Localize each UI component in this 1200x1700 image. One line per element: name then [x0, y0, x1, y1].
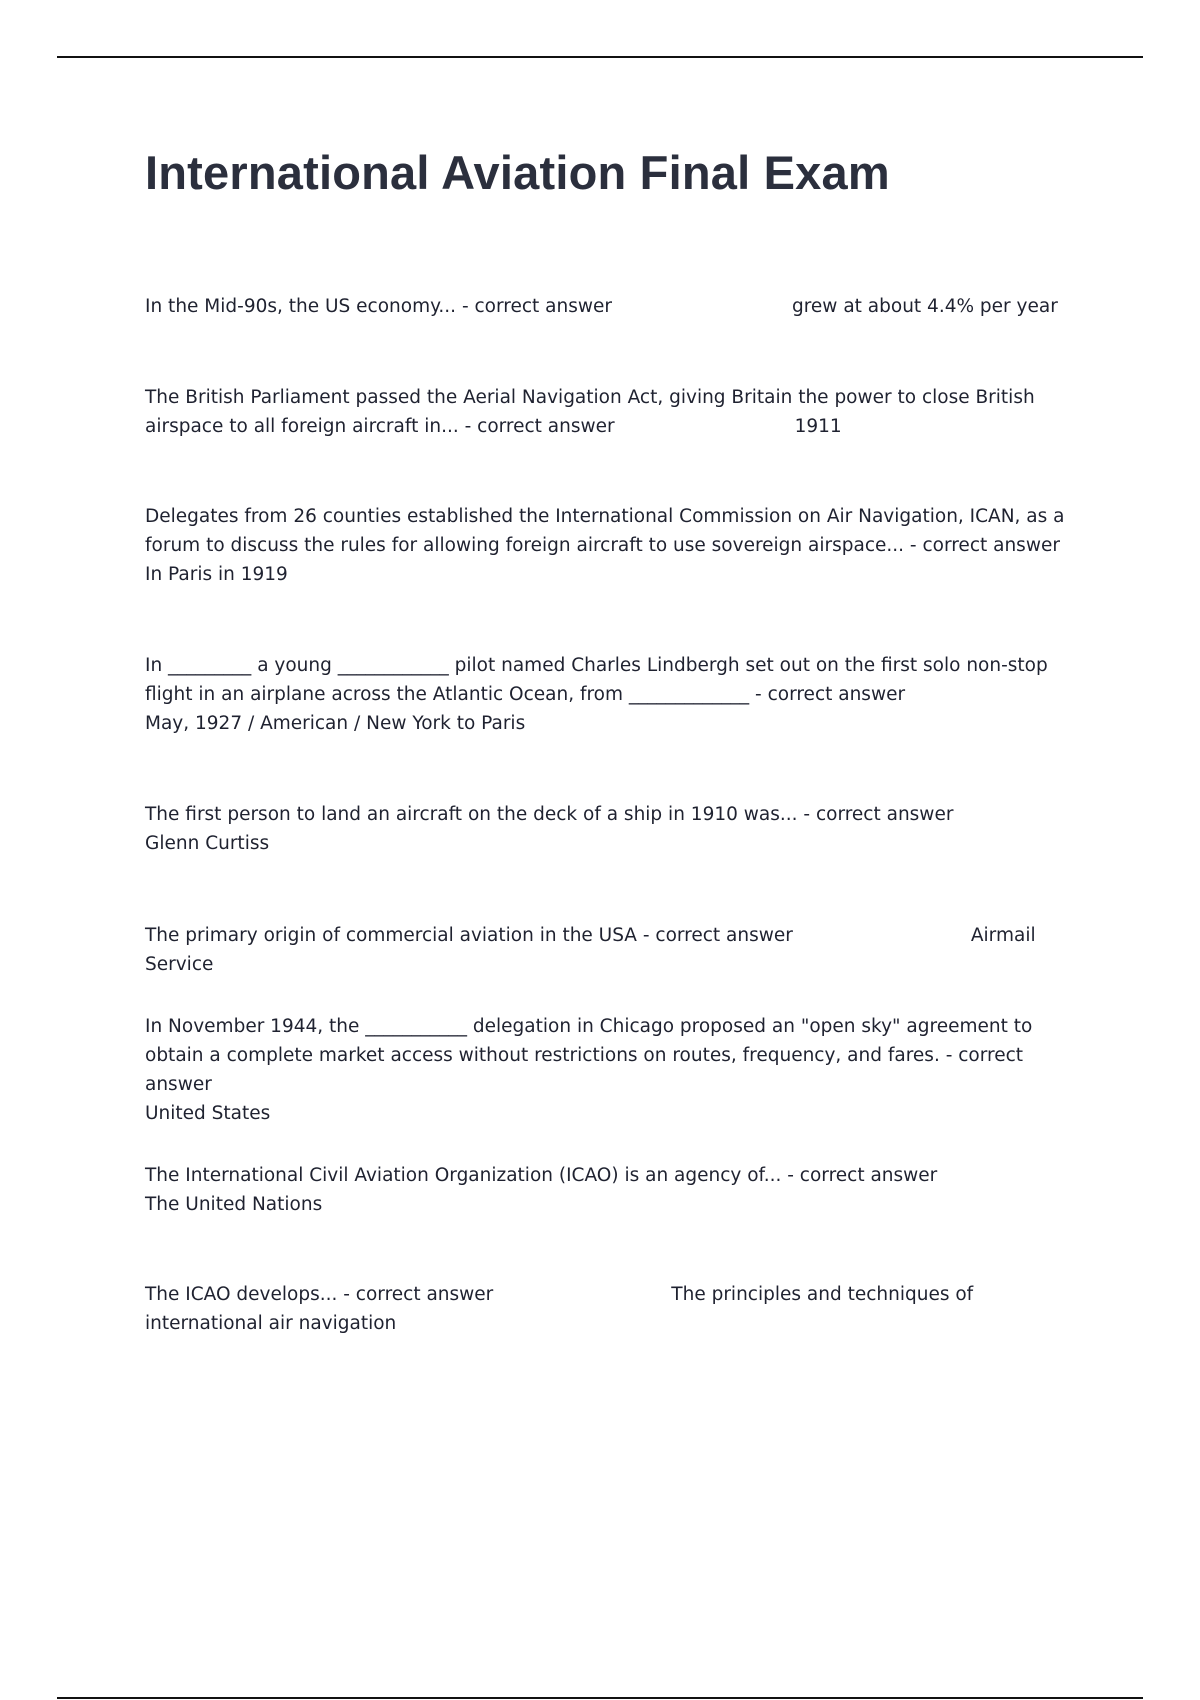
qa-item-2: [145, 383, 1090, 441]
question-text: The British Parliament passed the Aerial Navigation Act, giving Britain the power to close British airspace to all foreign aircraft in... - correct answer: [145, 387, 1035, 437]
question-text: The primary origin of commercial aviation in the USA - correct answer: [145, 925, 793, 946]
qa-item-8: [145, 1161, 1090, 1219]
qa-item-6: [145, 921, 1090, 979]
question-text: In the Mid-90s, the US economy... - correct answer: [145, 296, 612, 317]
qa-item-3: [145, 502, 1090, 589]
answer-text: May, 1927 / American / New York to Paris: [145, 713, 526, 734]
answer-text: United States: [145, 1103, 271, 1124]
answer-text: Glenn Curtiss: [145, 833, 270, 854]
answer-text: The United Nations: [145, 1194, 323, 1215]
question-text: The International Civil Aviation Organization (ICAO) is an agency of... - correct answer: [145, 1165, 938, 1186]
header-rule: [57, 56, 1143, 58]
answer-text: In Paris in 1919: [145, 564, 288, 585]
question-text: In November 1944, the ___________ delegation in Chicago proposed an "open sky" agreement to obtain a complete market access without restrictions on routes, frequency, and fares. - correct answer: [145, 1016, 1033, 1095]
question-text: In _________ a young ____________ pilot named Charles Lindbergh set out on the first solo non-stop flight in an airplane across the Atlantic Ocean, from _____________ - correct answer: [145, 655, 1048, 705]
qa-item-9: [145, 1280, 1090, 1338]
qa-item-4: [145, 651, 1090, 738]
answer-text: 1911: [794, 416, 842, 437]
qa-item-5: [145, 800, 1090, 858]
question-text: The ICAO develops... - correct answer: [145, 1284, 494, 1305]
qa-item-7: [145, 1012, 1090, 1128]
qa-item-1: [145, 292, 1090, 321]
page-title: International Aviation Final Exam: [145, 146, 890, 199]
question-text: Delegates from 26 counties established the International Commission on Air Navigation, ICAN, as a forum to discuss the rules for allowing foreign aircraft to use sovereign airspace... - correct answer: [145, 506, 1065, 556]
footer-rule: [57, 1697, 1143, 1699]
answer-text: The principles and techniques of international air navigation: [145, 1284, 974, 1334]
answer-text: Airmail Service: [145, 925, 1036, 975]
question-text: The first person to land an aircraft on the deck of a ship in 1910 was... - correct answer: [145, 804, 954, 825]
answer-text: grew at about 4.4% per year: [791, 296, 1058, 317]
